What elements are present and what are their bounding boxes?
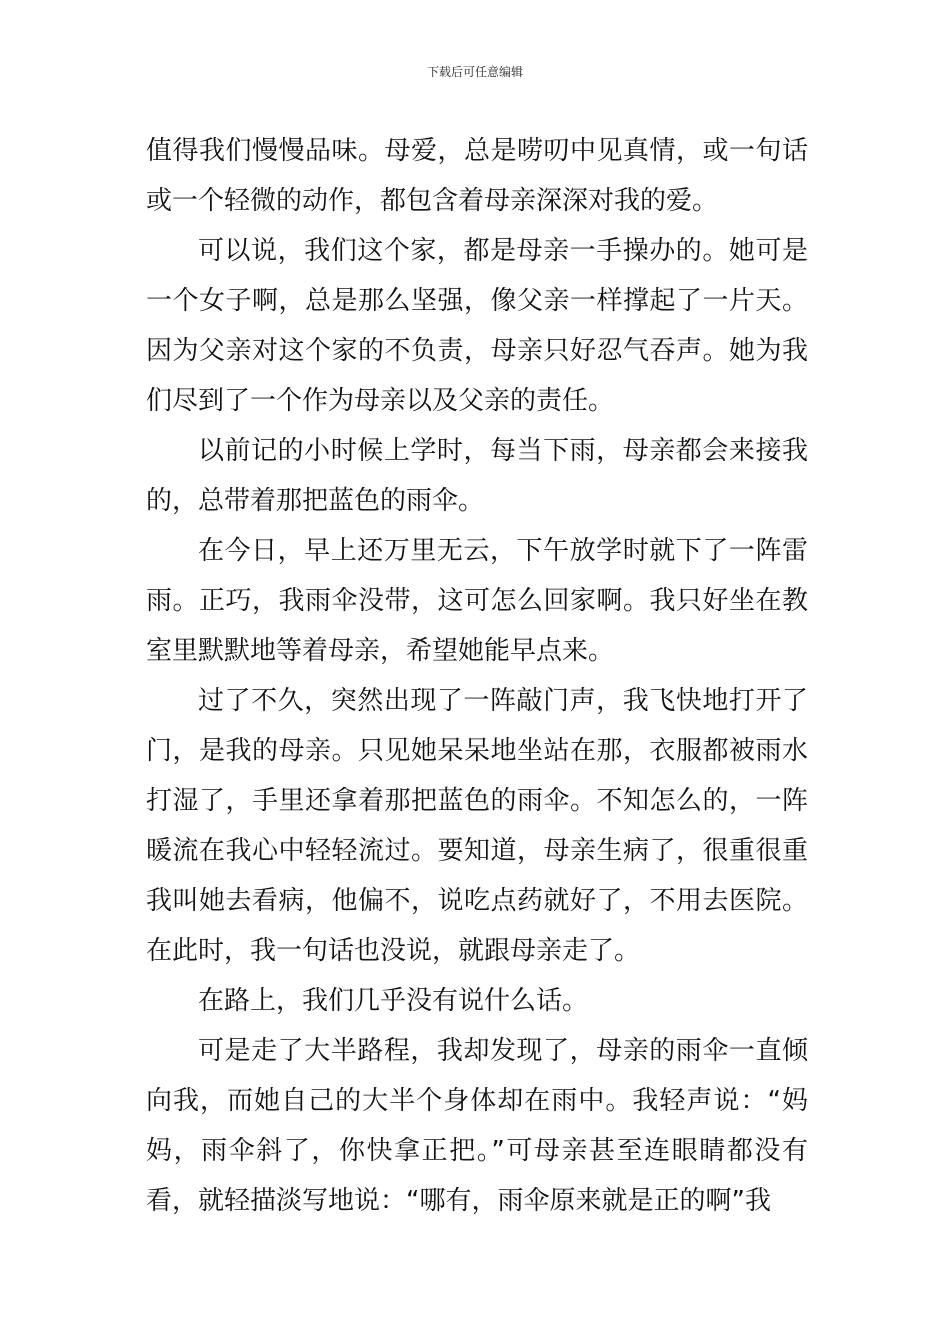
essay-body (146, 126, 808, 1226)
paragraph-5: 过了不久，突然出现了一阵敲门声，我飞快地打开了门，是我的母亲。只见她呆呆地坐站在那，衣服都被雨水打湿了，手里还拿着那把蓝色的雨伞。不知怎么的，一阵暖流在我心中轻轻流过。要知道，母亲生病了，很重很重我叫她去看病，他偏不，说吃点药就好了，不用去医院。在此时，我一句话也没说，就跟母亲走了。 (146, 686, 808, 966)
paragraph-7: 可是走了大半路程，我却发现了，母亲的雨伞一直倾向我，而她自己的大半个身体却在雨中。我轻声说：“妈妈，雨伞斜了，你快拿正把。”可母亲甚至连眼睛都没有看，就轻描淡写地说：“哪有，雨伞原来就是正的啊”我 (146, 1036, 808, 1216)
paragraph-2: 可以说，我们这个家，都是母亲一手操办的。她可是一个女子啊，总是那么坚强，像父亲一样撑起了一片天。因为父亲对这个家的不负责，母亲只好忍气吞声。她为我们尽到了一个作为母亲以及父亲的责任。 (146, 236, 808, 416)
paragraph-4: 在今日，早上还万里无云，下午放学时就下了一阵雷雨。正巧，我雨伞没带，这可怎么回家啊。我只好坐在教室里默默地等着母亲，希望她能早点来。 (146, 536, 808, 666)
paragraph-1: 值得我们慢慢品味。母爱，总是唠叨中见真情，或一句话或一个轻微的动作，都包含着母亲深深对我的爱。 (146, 136, 808, 216)
paragraph-3: 以前记的小时候上学时，每当下雨，母亲都会来接我的，总带着那把蓝色的雨伞。 (146, 436, 808, 516)
paragraph-6: 在路上，我们几乎没有说什么话。 (198, 986, 589, 1016)
page-header: 下载后可任意编辑 (426, 65, 523, 79)
